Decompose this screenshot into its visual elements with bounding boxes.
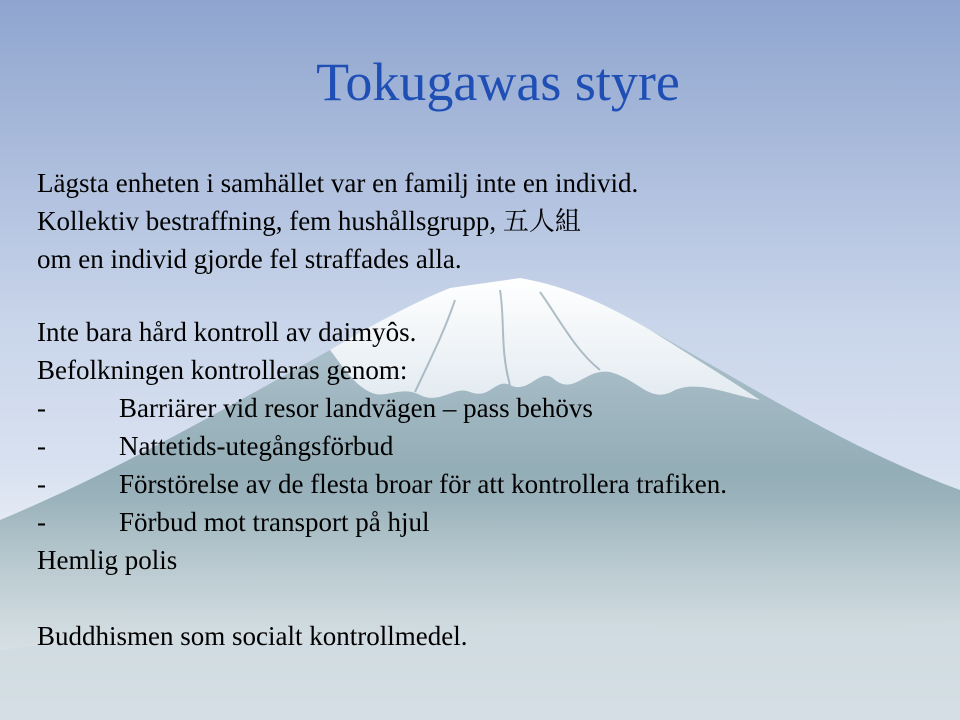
bullet-text: Förbud mot transport på hjul xyxy=(119,507,430,537)
spacer xyxy=(37,278,937,313)
slide-title: Tokugawas styre xyxy=(316,52,680,112)
spacer xyxy=(37,579,937,617)
bullet-text: Nattetids-utegångsförbud xyxy=(119,431,394,461)
text-line-part: Kollektiv bestraffning, fem hushållsgrupp, xyxy=(37,206,497,236)
bullet-item xyxy=(37,465,937,503)
text-line: Lägsta enheten i samhället var en familj inte en individ. xyxy=(37,168,639,198)
bullet-text: Förstörelse av de flesta broar för att kontrollera trafiken. xyxy=(119,469,728,499)
text-line xyxy=(37,202,937,240)
slide-body xyxy=(37,164,937,655)
bullet-item xyxy=(37,427,937,465)
bullet-item xyxy=(37,389,937,427)
bullet-item xyxy=(37,503,937,541)
text-line: Inte bara hård kontroll av daimyôs. xyxy=(37,317,417,347)
text-line: om en individ gjorde fel straffades alla. xyxy=(37,244,462,274)
bullet-text: Barriärer vid resor landvägen – pass behövs xyxy=(119,393,593,423)
text-line: Hemlig polis xyxy=(37,545,178,575)
bullet-marker: - xyxy=(37,507,46,537)
kanji-gonin-gumi: 五人組 xyxy=(502,207,581,237)
bullet-marker: - xyxy=(37,431,46,461)
bullet-marker: - xyxy=(37,469,46,499)
text-line: Befolkningen kontrolleras genom: xyxy=(37,355,408,385)
text-line: Buddhismen som socialt kontrollmedel. xyxy=(37,621,468,651)
bullet-marker: - xyxy=(37,393,46,423)
